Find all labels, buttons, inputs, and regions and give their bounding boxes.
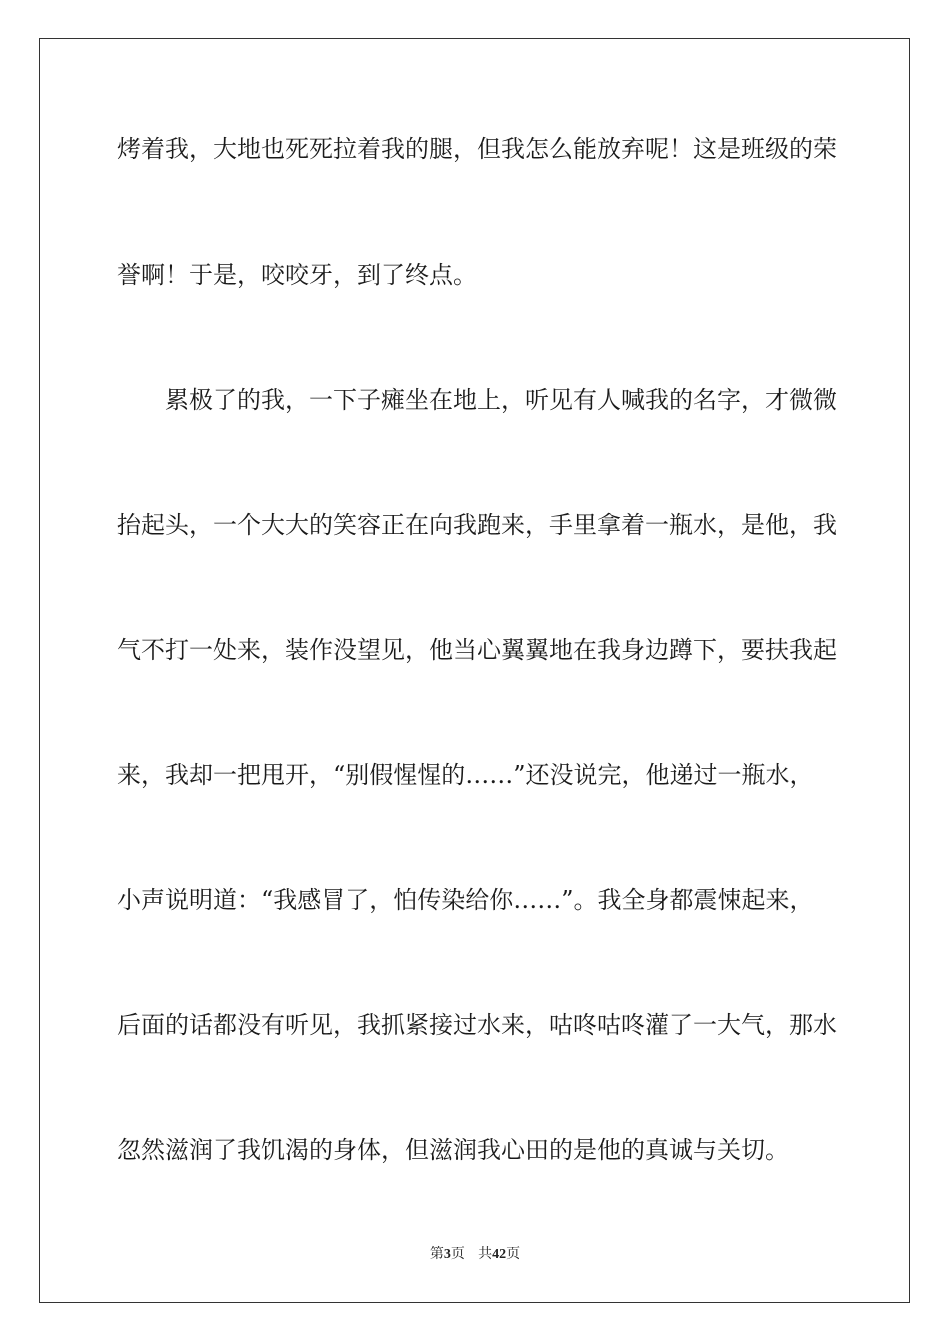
- text-line-8: 后面的话都没有听见，我抓紧接过水来，咕咚咕咚灌了一大气，那水: [117, 1011, 837, 1039]
- page-suffix: 页: [450, 1246, 465, 1262]
- text-line-6: 来，我却一把甩开，“别假惺惺的……”还没说完，他递过一瓶水，: [117, 761, 814, 789]
- page-number: 3: [443, 1247, 451, 1262]
- text-line-2: 誉啊！于是，咬咬牙，到了终点。: [117, 261, 477, 289]
- total-prefix: 共: [478, 1246, 493, 1262]
- text-line-9: 忽然滋润了我饥渴的身体，但滋润我心田的是他的真诚与关切。: [117, 1136, 789, 1164]
- text-line-4: 抬起头，一个大大的笑容正在向我跑来，手里拿着一瓶水，是他，我: [117, 511, 837, 539]
- page-footer: [0, 1245, 950, 1264]
- text-line-1: 烤着我，大地也死死拉着我的腿，但我怎么能放弃呢！这是班级的荣: [117, 135, 837, 163]
- page-prefix: 第: [429, 1246, 444, 1262]
- total-suffix: 页: [506, 1246, 521, 1262]
- text-line-7: 小声说明道：“我感冒了，怕传染给你……”。我全身都震悚起来，: [117, 886, 814, 914]
- page-border: [39, 38, 910, 1303]
- text-line-5: 气不打一处来，装作没望见，他当心翼翼地在我身边蹲下，要扶我起: [117, 636, 837, 664]
- total-pages: 42: [492, 1247, 507, 1262]
- text-line-3: 累极了的我，一下子瘫坐在地上，听见有人喊我的名字，才微微: [165, 386, 837, 414]
